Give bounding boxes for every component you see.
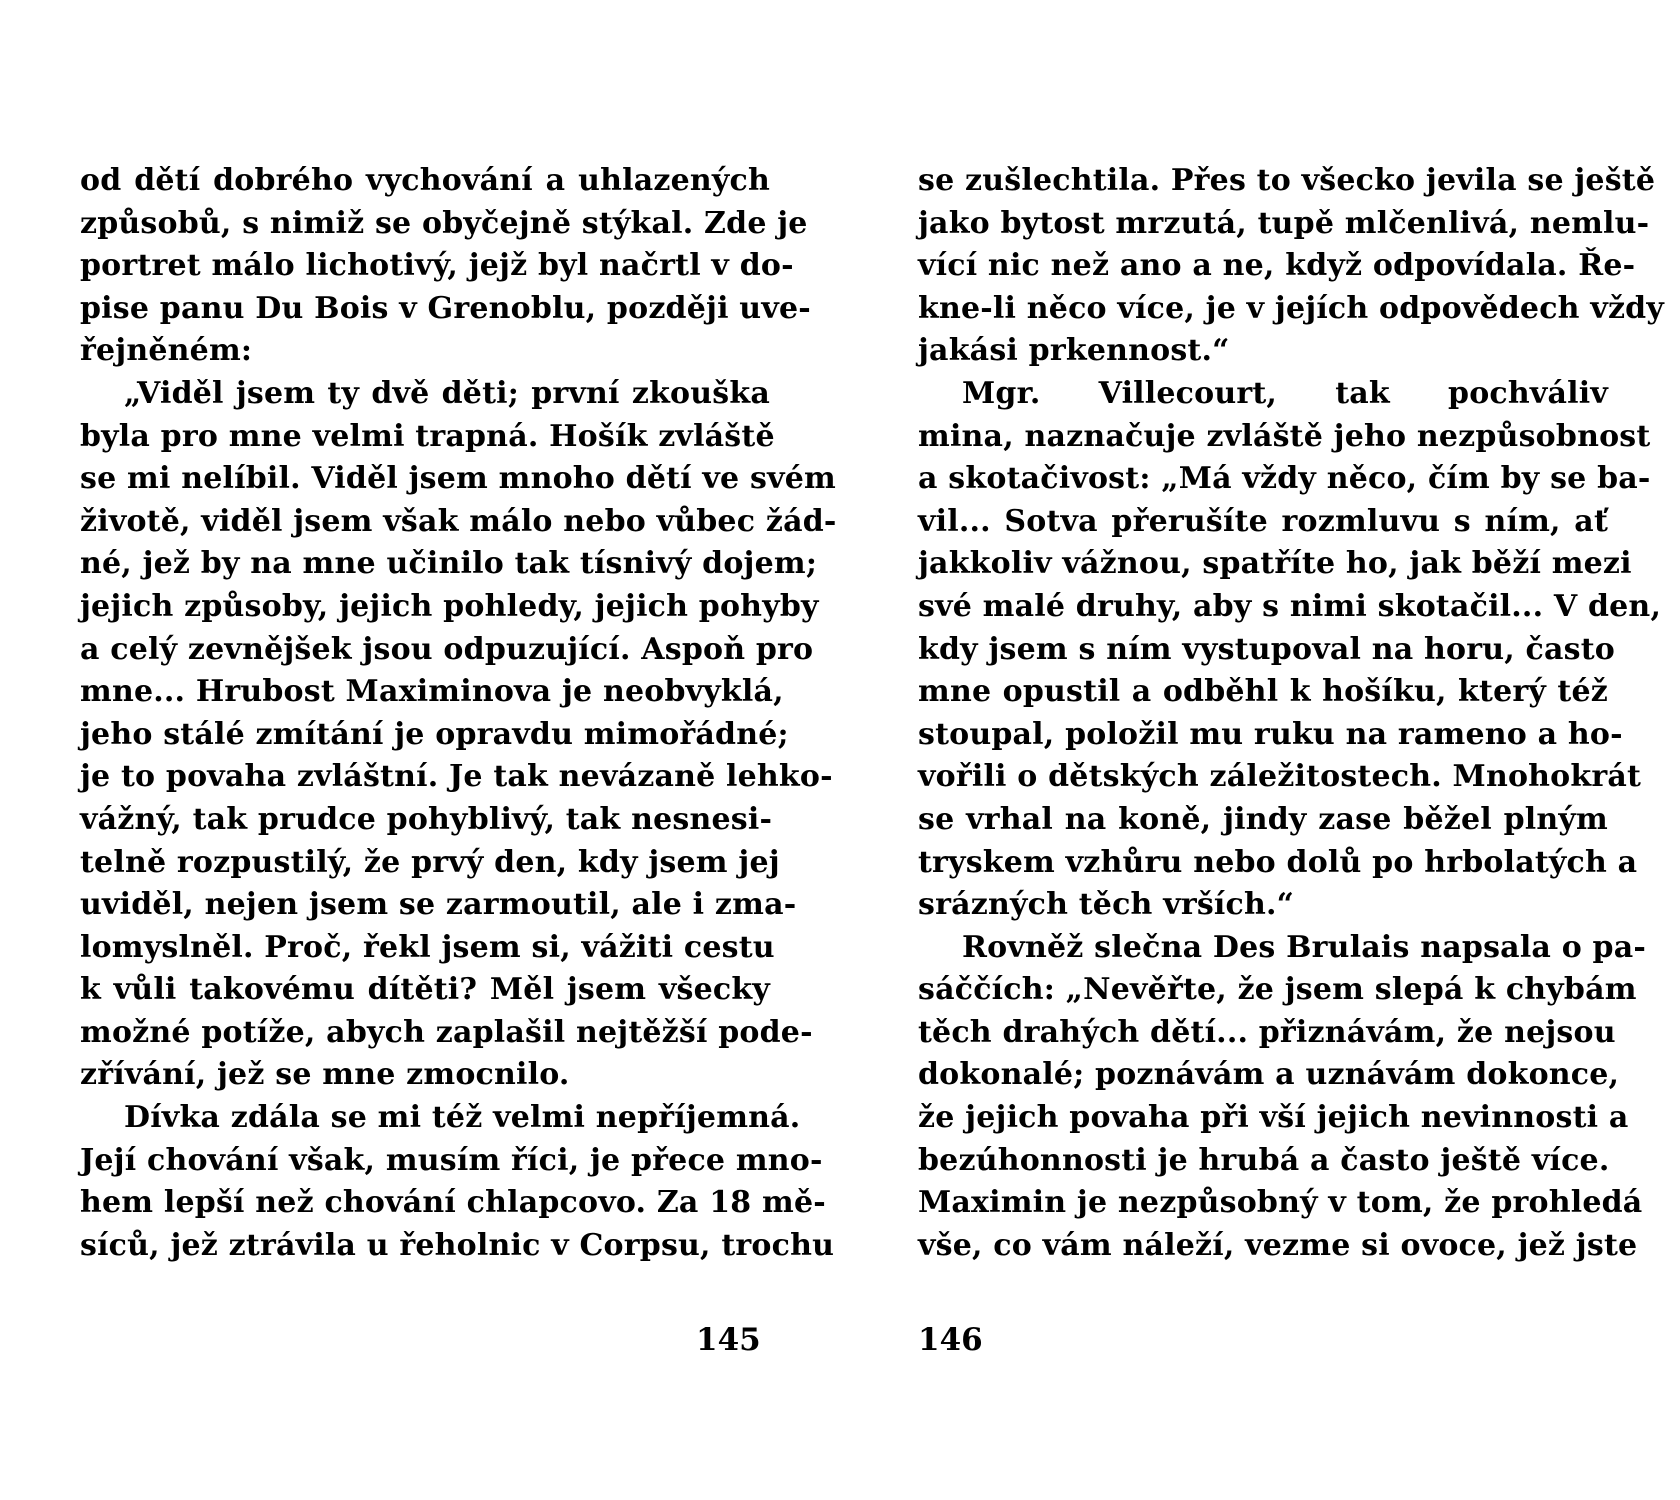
right-page [918,160,1664,1267]
text-line: Rovněž slečna Des Brulais napsala o pa- [962,929,1647,965]
text-line: že jejich povaha při vší jejich nevinnosti a [918,1100,1629,1136]
text-line: se zušlechtila. Přes to všecko jevila se ještě [918,163,1656,198]
page-number-left: 145 [696,1322,761,1358]
text-line: stoupal, položil mu ruku na rameno a ho- [918,716,1623,752]
text-line: životě, viděl jsem však málo nebo vůbec žád- [80,503,837,539]
text-line: vážný, tak prudce pohyblivý, tak nesnesi- [80,801,773,837]
text-line: mne opustil a odběhl k hošíku, který též [918,674,1608,710]
text-line: možné potíže, abych zaplašil nejtěžší pode- [80,1014,813,1050]
text-line: své malé druhy, aby s nimi skotačil... V den, [918,588,1662,624]
text-line: dokonalé; poznávám a uznávám dokonce, [918,1057,1620,1093]
page-number-right: 146 [918,1322,983,1358]
text-line: vící nic než ano a ne, když odpovídala. Ře- [918,248,1636,284]
left-page [80,160,837,1267]
text-line: lomyslněl. Proč, řekl jsem si, vážiti cestu [80,929,775,965]
text-line: hem lepší než chování chlapcovo. Za 18 mě- [80,1185,826,1221]
text-line: byla pro mne velmi trapná. Hošík zvláště [80,418,775,454]
text-line: né, jež by na mne učinilo tak tísnivý dojem; [80,546,818,582]
text-line: mina, naznačuje zvláště jeho nezpůsobnost [918,418,1651,454]
text-line: kdy jsem s ním vystupoval na horu, často [918,631,1615,667]
text-line: jeho stálé zmítání je opravdu mimořádné; [80,716,789,752]
text-line: kne-li něco více, je v jejích odpovědech vždy [918,290,1664,326]
text-line: telně rozpustilý, že prvý den, kdy jsem jej [80,844,780,880]
text-line: a celý zevnějšek jsou odpuzující. Aspoň pro [80,631,814,667]
text-line: vořili o dětských záležitostech. Mnohokrát [918,759,1642,795]
text-line: je to povaha zvláštní. Je tak nevázaně lehko- [80,759,833,795]
text-line: mne... Hrubost Maximinova je neobvyklá, [80,674,784,710]
text-line: jejich způsoby, jejich pohledy, jejich pohyby [80,588,819,624]
text-line: vil... Sotva přerušíte rozmluvu s ním, ať [918,503,1608,539]
text-line: portret málo lichotivý, jejž byl načrtl v do- [80,248,794,284]
text-line: tryskem vzhůru nebo dolů po hrbolatých a [918,844,1638,880]
text-line: Maximin je nezpůsobný v tom, že prohledá [918,1185,1643,1221]
text-line: bezúhonnosti je hrubá a často ještě více. [918,1142,1610,1178]
text-line: Její chování však, musím říci, je přece mno- [80,1142,823,1178]
text-line: těch drahých dětí... přiznávám, že nejsou [918,1014,1616,1050]
text-line: k vůli takovému dítěti? Měl jsem všecky [80,972,770,1008]
text-line: sáččích: „Nevěřte, že jsem slepá k chybám [918,972,1637,1008]
text-line: a skotačivost: „Má vždy něco, čím by se ba- [918,461,1651,497]
text-line: Dívka zdála se mi též velmi nepříjemná. [124,1100,801,1136]
text-line: uviděl, nejen jsem se zarmoutil, ale i zma- [80,887,797,923]
text-line: vše, co vám náleží, vezme si ovoce, jež jste [918,1227,1638,1263]
text-line: se vrhal na koně, jindy zase běžel plným [918,801,1608,837]
text-line: srázných těch vrších.“ [918,887,1295,923]
text-line: způsobů, s nimiž se obyčejně stýkal. Zde je [80,205,808,241]
text-line: se mi nelíbil. Viděl jsem mnoho dětí ve svém [80,461,836,497]
text-line: „Viděl jsem ty dvě děti; první zkouška [124,375,770,411]
text-line: jakási prkennost.“ [918,333,1230,369]
text-line: řejněném: [80,333,253,369]
text-line: pise panu Du Bois v Grenoblu, později uve- [80,290,811,326]
text-line: jako bytost mrzutá, tupě mlčenlivá, nemlu- [918,205,1650,241]
text-line: Mgr. Villecourt, tak pochváliv [962,375,1608,411]
text-line: od dětí dobrého vychování a uhlazených [80,163,770,198]
text-line: zřívání, jež se mne zmocnilo. [80,1057,570,1093]
text-line: síců, jež ztrávila u řeholnic v Corpsu, trochu [80,1227,835,1263]
text-line: jakkoliv vážnou, spatříte ho, jak běží mezi [918,546,1632,582]
